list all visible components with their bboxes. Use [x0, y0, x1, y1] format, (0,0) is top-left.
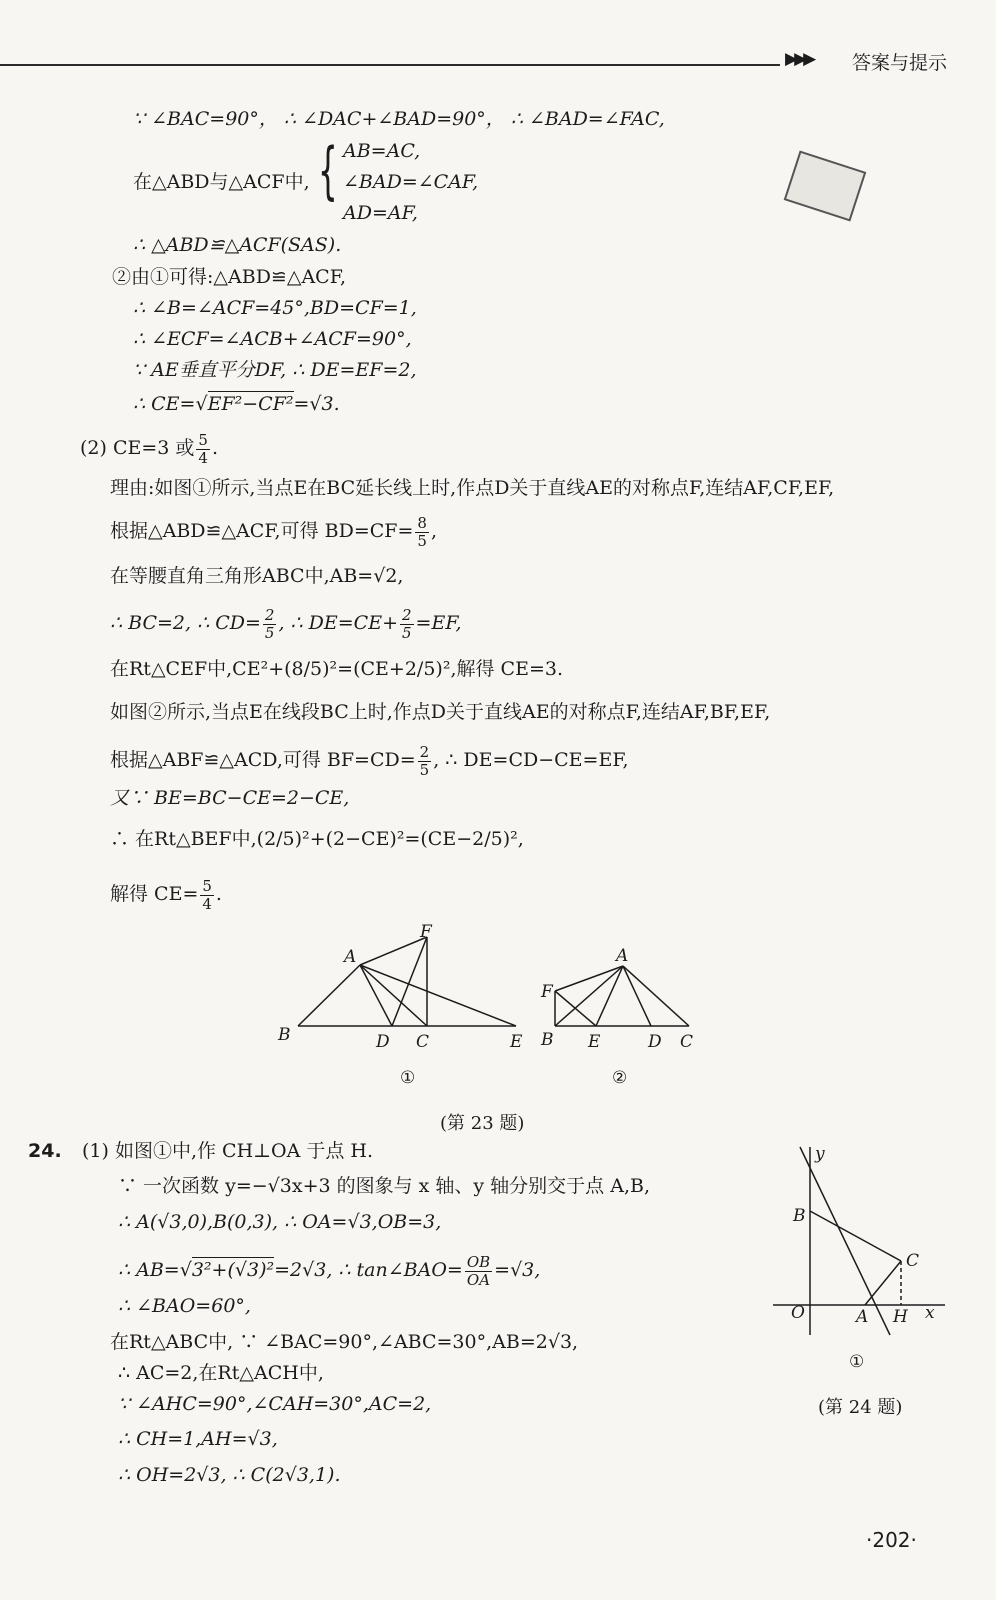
- text-line-8: ∴ CE=√EF²−CF²=√3.: [133, 393, 340, 415]
- point-label-O: O: [791, 1303, 805, 1323]
- point-label-C: C: [906, 1251, 920, 1271]
- fraction: $\frac{OB}{OA}$: [466, 1253, 491, 1289]
- text-line-11: 根据△ABD≌△ACF,可得 BD=CF= $\frac{8}{5}$ ,: [110, 514, 437, 550]
- point-label-F2: F: [541, 982, 553, 1002]
- fraction: $\frac{5}{4}$: [202, 877, 212, 913]
- point-label-C1: C: [416, 1032, 430, 1052]
- fraction: $\frac{2}{5}$: [402, 606, 412, 642]
- sqrt-expression: 3²+(√3)²: [191, 1259, 275, 1281]
- header-rule: [0, 64, 780, 66]
- q24-line-8: ∵ ∠AHC=90°,∠CAH=30°,AC=2,: [118, 1393, 432, 1415]
- paren-frac-2: (CE+2/5)²: [353, 658, 451, 680]
- point-label-B1: B: [278, 1025, 291, 1045]
- q24-line-7: ∴ AC=2,在Rt△ACH中,: [118, 1362, 324, 1384]
- q24-line-5: ∴ ∠BAO=60°,: [118, 1295, 251, 1317]
- axis-label-y: y: [815, 1144, 825, 1164]
- axis-label-x: x: [925, 1303, 935, 1323]
- brace-symbol: {: [318, 134, 338, 207]
- paren-frac-4: (CE−2/5)²: [420, 828, 518, 850]
- q24-line-9: ∴ CH=1,AH=√3,: [118, 1428, 278, 1450]
- system-eq-2: ∠BAD=∠CAF,: [343, 171, 479, 193]
- sqrt-expression: EF²−CF²: [207, 393, 294, 415]
- q24-line-3: ∴ A(√3,0),B(0,3), ∴ OA=√3,OB=3,: [118, 1211, 442, 1233]
- stamp-decoration: [784, 150, 867, 221]
- figure-24: [765, 1135, 955, 1385]
- system-eq-3: AD=AF,: [343, 202, 418, 224]
- figure-label-1: ①: [400, 1068, 416, 1088]
- fraction: $\frac{8}{5}$: [417, 514, 427, 550]
- text-line-15: 如图②所示,当点E在线段BC上时,作点D关于直线AE的对称点F,连结AF,BF,EF,: [110, 701, 771, 723]
- fraction: $\frac{5}{4}$: [198, 431, 208, 467]
- text-line-17: 又∵ BE=BC−CE=2−CE,: [110, 787, 350, 809]
- point-label-E2: E: [588, 1032, 601, 1052]
- header-title: 答案与提示: [852, 52, 948, 74]
- point-label-B: B: [793, 1206, 806, 1226]
- point-label-B2: B: [541, 1030, 554, 1050]
- point-label-F1: F: [420, 922, 432, 942]
- point-label-A: A: [856, 1307, 869, 1327]
- point-label-E1: E: [510, 1032, 523, 1052]
- point-label-A2: A: [616, 946, 629, 966]
- point-label-D1: D: [376, 1032, 390, 1052]
- q24-line-1: (1) 如图①中,作 CH⊥OA 于点 H.: [82, 1140, 373, 1162]
- question-number-24: 24.: [28, 1140, 62, 1162]
- point-label-H: H: [893, 1307, 908, 1327]
- point-label-C2: C: [680, 1032, 694, 1052]
- q24-line-10: ∴ OH=2√3, ∴ C(2√3,1).: [118, 1464, 341, 1486]
- text-line-4: ②由①可得:△ABD≌△ACF,: [112, 266, 346, 288]
- q24-line-6: 在Rt△ABC中, ∵ ∠BAC=90°,∠ABC=30°,AB=2√3,: [110, 1331, 579, 1353]
- text-line-16: 根据△ABF≌△ACD,可得 BF=CD= $\frac{2}{5}$ , ∴ DE=CD−CE=EF,: [110, 743, 629, 779]
- figure-24-caption: (第 24 题): [818, 1397, 903, 1418]
- text-line-5: ∴ ∠B=∠ACF=45°,BD=CF=1,: [133, 297, 417, 319]
- text-line-19: 解得 CE= $\frac{5}{4}$ .: [110, 877, 222, 913]
- text-line-3: ∴ △ABD≌△ACF(SAS).: [133, 234, 342, 256]
- figure-label-2: ②: [612, 1068, 628, 1088]
- text-line-13: ∴ BC=2, ∴ CD= $\frac{2}{5}$ , ∴ DE=CE+ $\frac{2}{5}$ =EF,: [110, 606, 462, 642]
- system-eq-1: AB=AC,: [343, 140, 421, 162]
- text-line-14: 在Rt△CEF中,CE²+(8/5)²=(CE+2/5)²,解得 CE=3.: [110, 658, 563, 680]
- text-line-2-lead: 在△ABD与△ACF中,: [133, 171, 310, 193]
- text-line-18: ∴ 在Rt△BEF中,(2/5)²+(2−CE)²=(CE−2/5)²,: [110, 828, 524, 850]
- fraction: $\frac{2}{5}$: [419, 743, 430, 779]
- header-arrows: ▶▶▶: [785, 49, 813, 69]
- text-line-1: ∵ ∠BAC=90°， ∴ ∠DAC+∠BAD=90°， ∴ ∠BAD=∠FAC,: [133, 108, 665, 130]
- point-label-A1: A: [344, 947, 357, 967]
- text-line-7: ∵ AE垂直平分DF, ∴ DE=EF=2,: [133, 359, 417, 381]
- text-line-12: 在等腰直角三角形ABC中,AB=√2,: [110, 565, 404, 587]
- figure-label: ①: [849, 1352, 865, 1372]
- text-line-6: ∴ ∠ECF=∠ACB+∠ACF=90°,: [133, 328, 412, 350]
- paren-frac-1: (8/5)²: [284, 658, 338, 680]
- text-line-10: 理由:如图①所示,当点E在BC延长线上时,作点D关于直线AE的对称点F,连结AF,CF,EF,: [110, 477, 835, 499]
- figure-23-caption: (第 23 题): [440, 1113, 525, 1134]
- fraction: $\frac{2}{5}$: [264, 606, 275, 642]
- q24-line-2: ∵ 一次函数 y=−√3x+3 的图象与 x 轴、y 轴分别交于点 A,B,: [118, 1175, 650, 1197]
- page-number: ·202·: [866, 1528, 917, 1552]
- figure-23: [270, 915, 710, 1095]
- text-line-9: (2) CE=3 或 $\frac{5}{4}$ .: [80, 431, 219, 467]
- q24-line-4: ∴ AB=√3²+(√3)²=2√3, ∴ tan∠BAO= $\frac{OB}{OA}$ =√3,: [118, 1253, 541, 1289]
- point-label-D2: D: [648, 1032, 662, 1052]
- paren-frac-3: (2/5)²: [256, 828, 310, 850]
